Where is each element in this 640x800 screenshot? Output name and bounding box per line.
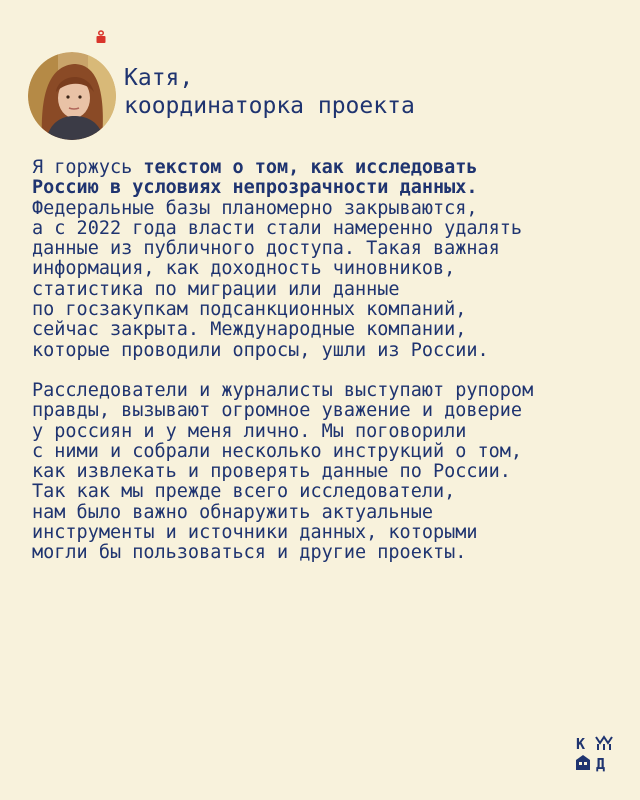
paragraph-1-highlight: текстом о том, как исследовать Россию в условиях непрозрачности данных. — [32, 157, 478, 199]
logo-crown-icon — [596, 737, 612, 750]
profile-role: координаторка проекта — [124, 93, 415, 119]
avatar-photo — [28, 52, 116, 140]
kd-logo-icon — [574, 734, 614, 772]
paragraph-2: Расследователи и журналисты выступают рупором правды, вызывают огромное уважение и доверие у россиян и у меня лично. Мы поговорили с ними и собрали несколько инструкций о том, как извлекать и проверять данные по России. Так как мы прежде всего исследователи, нам было важно обнаружить актуальные инструменты и источники данных, которыми могли бы пользоваться и другие проекты. — [32, 379, 534, 564]
profile-name-block — [124, 64, 415, 120]
profile-header — [28, 30, 608, 140]
profile-name: Катя, — [124, 65, 194, 91]
post-body — [32, 158, 617, 584]
avatar — [28, 52, 116, 140]
logo-letter-d: Д — [596, 755, 606, 772]
logo-letter-k: К — [576, 735, 586, 753]
paragraph-1 — [32, 158, 617, 361]
paragraph-1-rest: Федеральные базы планомерно закрываются, а с 2022 года власти стали намеренно удалять данные из публичного доступа. Такая важная информация, как доходность чиновников, статистика по миграции или данные по госзакупкам подсанкционных компаний, сейчас закрыта. Международные компании, которые проводили опросы, ушли из России. — [32, 197, 523, 361]
logo-house-icon — [576, 755, 590, 770]
paragraph-1-lead: Я горжусь — [32, 157, 144, 178]
ornament-hook-icon — [94, 30, 108, 44]
